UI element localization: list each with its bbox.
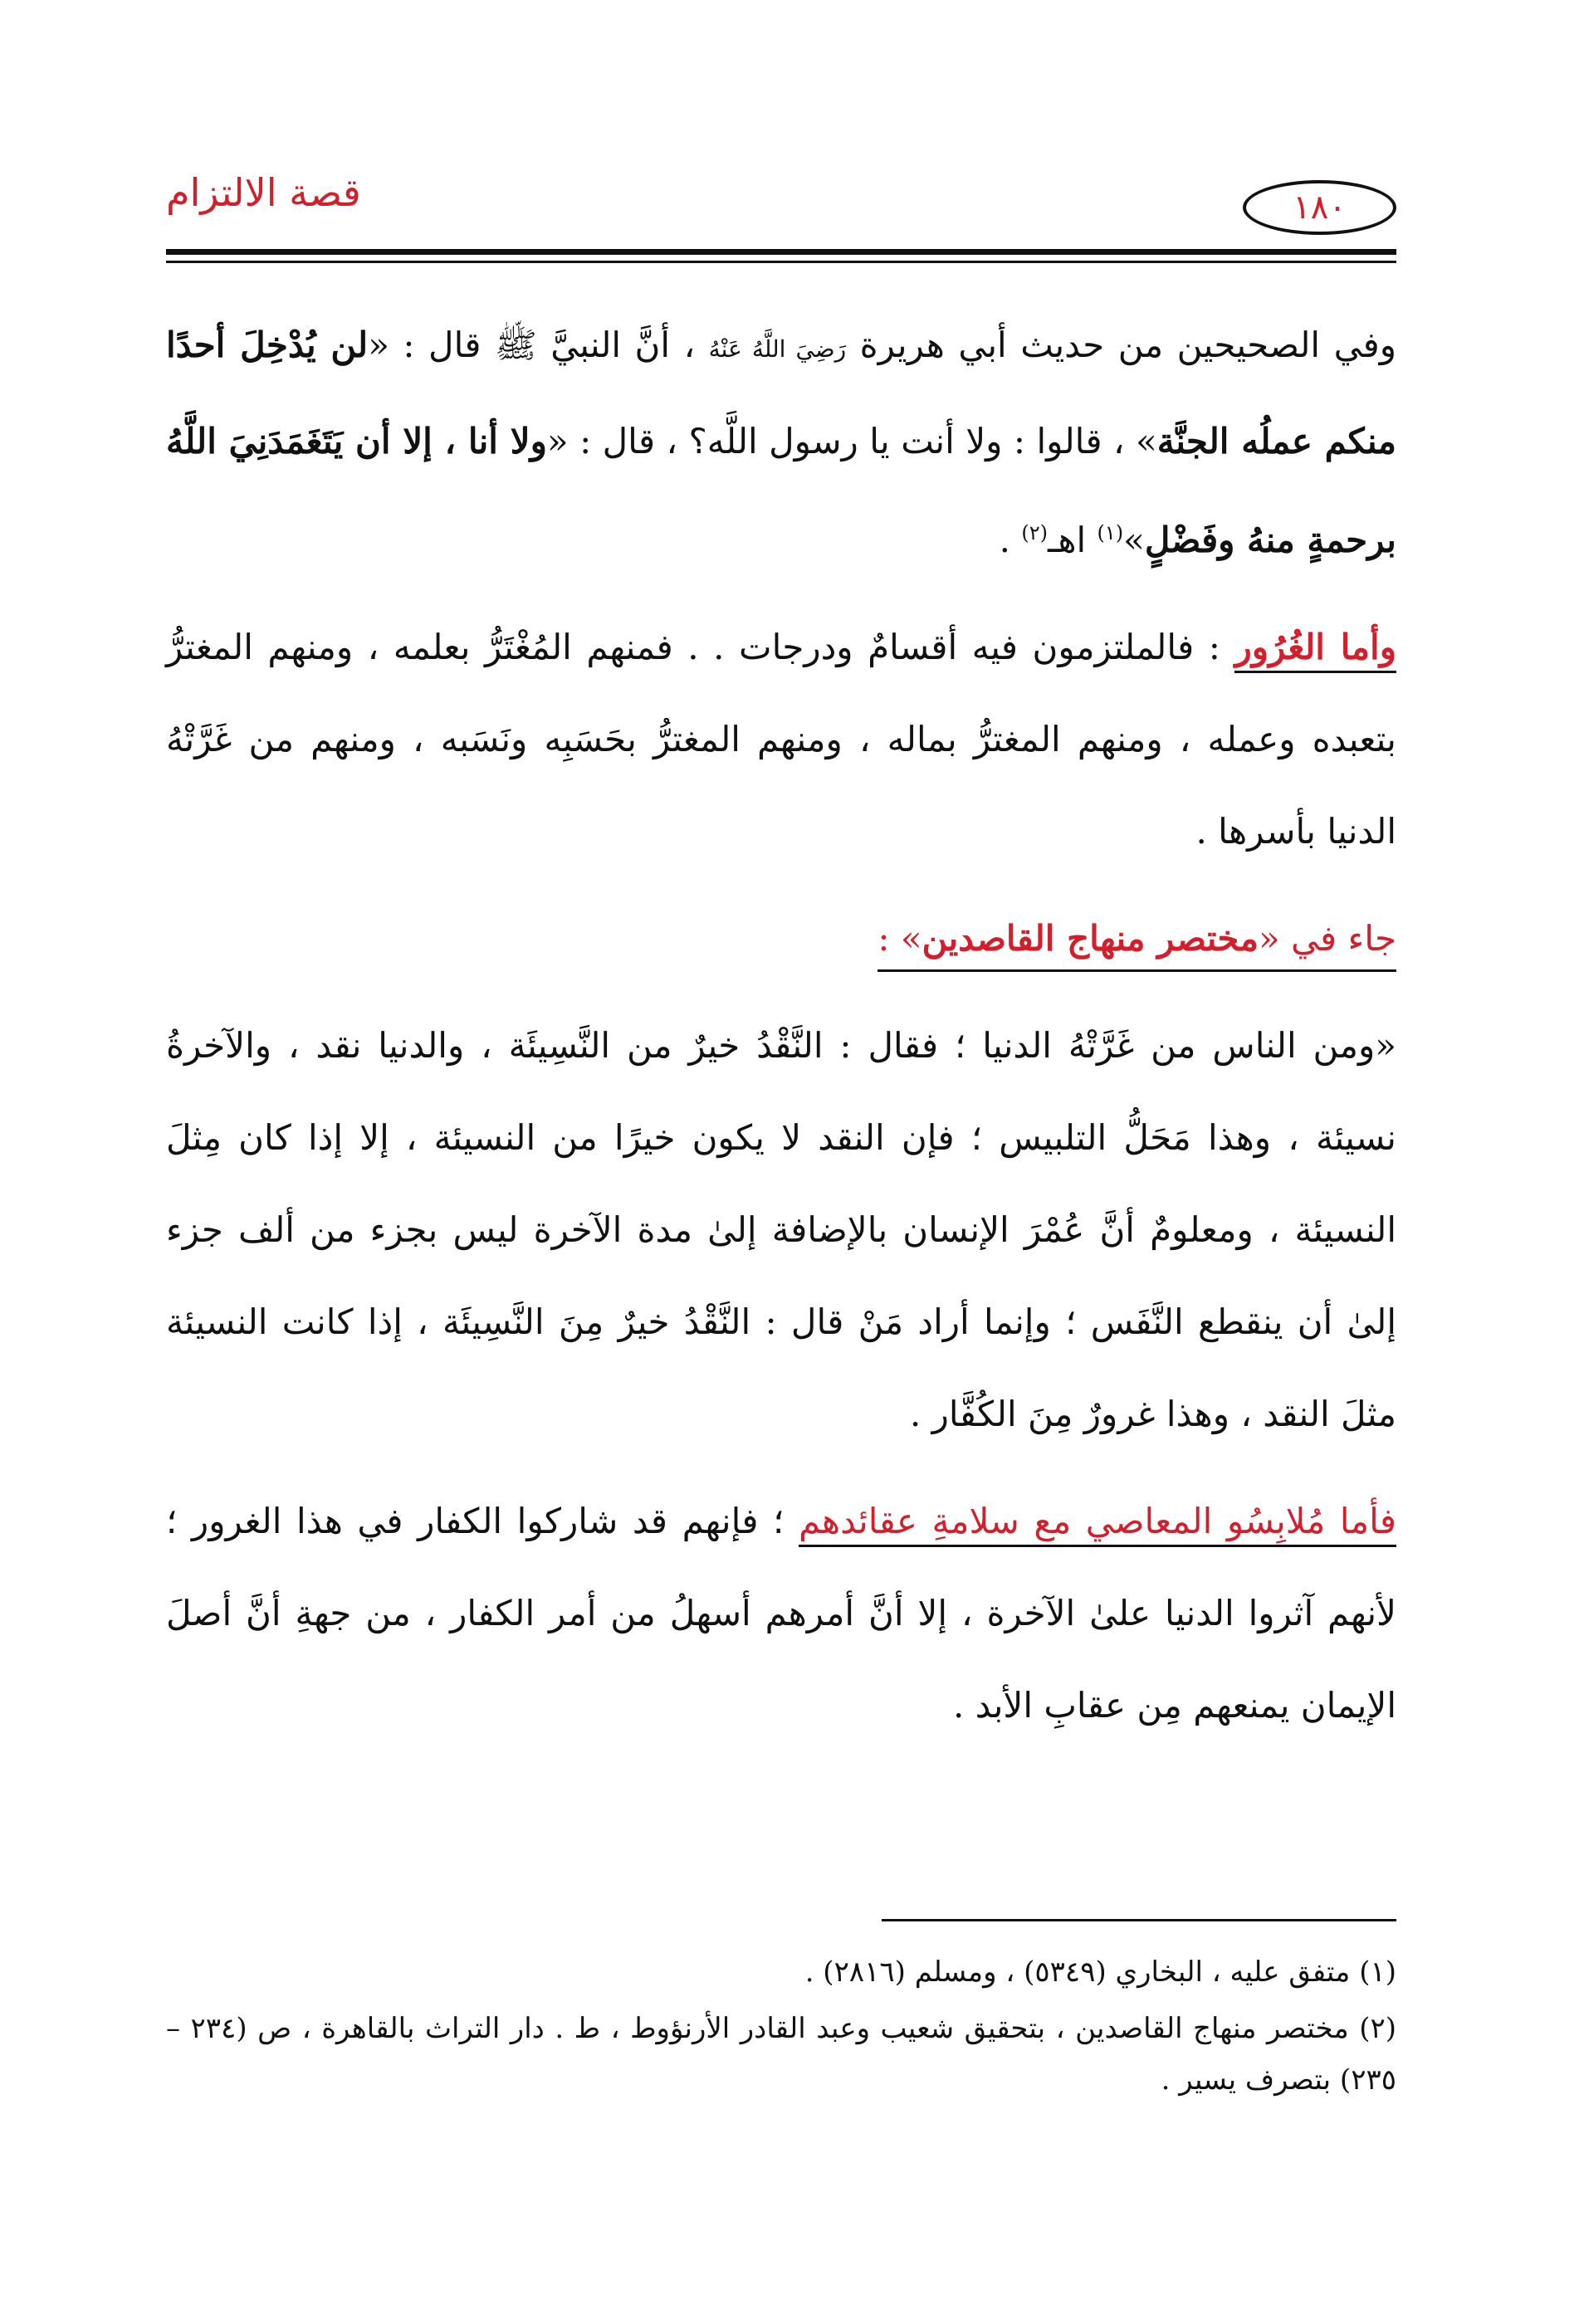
header-rule-thin (166, 261, 1396, 263)
hadith-quote: ولا أنا ، إلا أن يَتَغَمَدَنِيَ اللَّهُ برحمةٍ منهُ وفَضْلٍ (166, 421, 1396, 560)
text-run: » ، قالوا : ولا أنت يا رسول اللَّه؟ ، قال : « (546, 421, 1157, 461)
text-run: . (999, 520, 1022, 560)
text-run: ؛ فإنهم قد شاركوا الكفار في هذا الغرور ؛ لأنهم آثروا الدنيا علىٰ الآخرة ، إلا أنَّ أمرهم أسهلُ من أمر الكفار ، من جهةِ أنَّ أصلَ الإيمان يمنعهم مِن عقابِ الأبد . (166, 1501, 1396, 1726)
hadith-quote: لن يُدْخِلَ أحدًا منكم عملُه الجنَّة (166, 325, 1396, 461)
honorific-glyph: رَضِيَ اللَّهُ عَنْهُ (708, 335, 847, 363)
running-title: قصة الالتزام (166, 170, 361, 215)
footnote-ref: (٢) (1021, 521, 1049, 544)
footnote-1: (١) متفق عليه ، البخاري (٥٣٤٩) ، ومسلم (٢٨١٦) . (804, 1955, 1396, 1989)
book-title: مختصر منهاج القاصدين (921, 918, 1259, 959)
footnotes (166, 1946, 1396, 2111)
paragraph-source-heading (166, 892, 1396, 984)
footnote-ref: (١) (1097, 521, 1124, 544)
text-run: » (1123, 520, 1145, 560)
section-heading: وأما الغُرُور (1234, 627, 1396, 673)
source-heading (877, 910, 1396, 972)
footnote-2: (٢) مختصر منهاج القاصدين ، بتحقيق شعيب وعبد القادر الأرنؤوط ، ط . دار التراث بالقاهرة ، ص (٢٣٤ – ٢٣٥) بتصرف يسير . (166, 2012, 1396, 2097)
page-number: ١٨٠ (1243, 180, 1396, 235)
text-run: قال : « (368, 325, 495, 365)
footnote-separator (882, 1919, 1396, 1921)
paragraph-ghurur (166, 601, 1396, 877)
header-rule-thick (166, 249, 1396, 255)
main-text (166, 299, 1396, 1751)
text-run: اهـ (1048, 520, 1097, 560)
text-run: ، أنَّ النبيَّ (536, 325, 709, 365)
paragraph-quote: «ومن الناس من غَرَّتْهُ الدنيا ؛ فقال : النَّقْدُ خيرٌ من النَّسِيئَة ، والدنيا نقد ، والآخرةُ نسيئة ، وهذا مَحَلُّ التلبيس ؛ فإن النقد لا يكون خيرًا من النسيئة ، إلا إذا كان مِثلَ النسيئة ، ومعلومٌ أنَّ عُمْرَ الإنسان بالإضافة إلىٰ مدة الآخرة ليس بجزء من ألف جزء إلىٰ أن ينقطع النَّفَس ؛ وإنما أراد مَنْ قال : النَّقْدُ خيرٌ مِنَ النَّسِيئَة ، إذا كانت النسيئة مثلَ النقد ، وهذا غرورٌ مِنَ الكُفَّار . (166, 1025, 1396, 1434)
text-run: : فالملتزمون فيه أقسامٌ ودرجات . . فمنهم المُغْتَرُّ بعلمه ، ومنهم المغترُّ بتعبده وعمله ، ومنهم المغترُّ بماله ، ومنهم المغترُّ بحَسَبِه ونَسَبه ، ومنهم من غَرَّتْهُ الدنيا بأسرها . (166, 627, 1396, 852)
paragraph-sinners (166, 1475, 1396, 1751)
text-run: وفي الصحيحين من حديث أبي هريرة (846, 325, 1396, 365)
paragraph-hadith (166, 299, 1396, 586)
text-run: جاء في « (1259, 918, 1396, 959)
text-run: » : (877, 918, 922, 959)
honorific-glyph: ﷺ (494, 325, 537, 365)
section-heading: فأما مُلابِسُو المعاصي مع سلامةِ عقائدهم (799, 1501, 1396, 1547)
page-header (166, 162, 1396, 241)
